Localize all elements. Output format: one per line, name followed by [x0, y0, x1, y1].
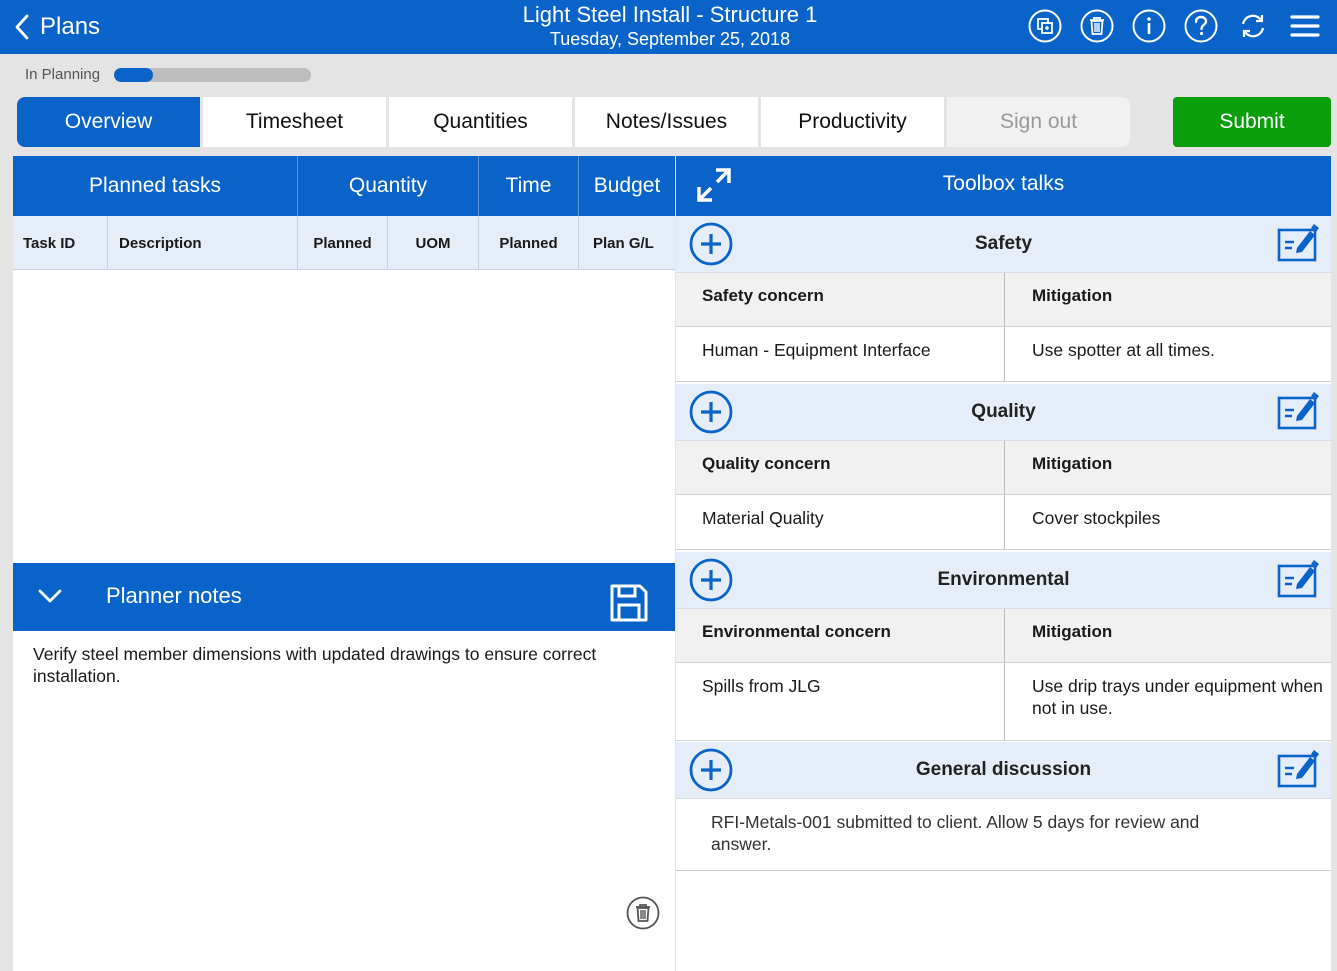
divider — [676, 870, 1331, 871]
delete-button[interactable] — [1079, 8, 1115, 44]
tab-overview[interactable]: Overview — [17, 97, 200, 147]
trash-icon — [1080, 9, 1114, 43]
tab-sign-out[interactable]: Sign out — [947, 97, 1130, 147]
refresh-icon — [1236, 9, 1270, 43]
safety-row[interactable] — [676, 327, 1331, 382]
status-progress-bar — [114, 68, 311, 82]
general-discussion-header — [676, 742, 1331, 799]
environmental-title: Environmental — [937, 569, 1070, 590]
quality-section-header — [676, 384, 1331, 441]
edit-general-discussion-button[interactable] — [1277, 749, 1319, 794]
safety-column-header — [676, 273, 1331, 327]
delete-notes-button[interactable] — [626, 896, 660, 935]
planned-tasks-column-header — [13, 216, 675, 270]
add-quality-button[interactable] — [689, 390, 733, 439]
environmental-section-header — [676, 552, 1331, 609]
tab-quantities[interactable]: Quantities — [389, 97, 572, 147]
environmental-concern: Spills from JLG — [702, 676, 821, 696]
status-progress-fill — [114, 68, 153, 82]
planned-tasks-panel — [13, 156, 675, 971]
safety-concern: Human - Equipment Interface — [702, 340, 931, 360]
tab-notes-issues[interactable]: Notes/Issues — [575, 97, 758, 147]
safety-section-header — [676, 216, 1331, 273]
edit-icon — [1277, 223, 1319, 263]
planner-notes-text[interactable]: Verify steel member dimensions with updated drawings to ensure correct installation. — [33, 644, 597, 686]
planner-notes-header — [13, 563, 675, 631]
tab-timesheet[interactable]: Timesheet — [203, 97, 386, 147]
edit-icon — [1277, 559, 1319, 599]
help-button[interactable] — [1183, 8, 1219, 44]
chevron-left-icon — [14, 13, 30, 41]
group-budget: Budget — [593, 174, 661, 197]
col-plan-gl[interactable]: Plan G/L — [593, 234, 654, 252]
group-quantity: Quantity — [298, 156, 479, 216]
quality-mitigation-header: Mitigation — [1004, 441, 1331, 494]
info-button[interactable] — [1131, 8, 1167, 44]
chevron-down-icon — [37, 583, 63, 609]
general-discussion-title: General discussion — [915, 759, 1092, 780]
planner-notes-title: Planner notes — [106, 583, 242, 608]
edit-safety-button[interactable] — [1277, 223, 1319, 268]
plan-status — [25, 66, 311, 83]
status-label: In Planning — [25, 66, 101, 83]
header-actions — [1027, 8, 1323, 44]
save-icon — [609, 583, 649, 623]
quality-concern: Material Quality — [702, 508, 824, 528]
quality-mitigation: Cover stockpiles — [1004, 495, 1331, 549]
add-environmental-button[interactable] — [689, 558, 733, 607]
save-notes-button[interactable] — [609, 583, 649, 628]
add-safety-button[interactable] — [689, 222, 733, 271]
submit-button[interactable]: Submit — [1173, 97, 1331, 147]
info-icon — [1132, 9, 1166, 43]
quality-column-header — [676, 441, 1331, 495]
group-time: Time — [479, 156, 579, 216]
help-icon — [1184, 9, 1218, 43]
toolbox-talks-title: Toolbox talks — [942, 172, 1065, 195]
col-planned-quantity[interactable]: Planned — [298, 216, 388, 270]
environmental-concern-header: Environmental concern — [702, 622, 891, 641]
page-title: Light Steel Install - Structure 1 — [522, 2, 818, 27]
col-task-id[interactable]: Task ID — [13, 216, 108, 270]
menu-button[interactable] — [1287, 8, 1323, 44]
environmental-column-header — [676, 609, 1331, 663]
environmental-row[interactable] — [676, 663, 1331, 741]
top-bar — [0, 0, 1337, 54]
refresh-button[interactable] — [1235, 8, 1271, 44]
safety-title: Safety — [974, 233, 1033, 254]
menu-icon — [1290, 13, 1320, 39]
quality-row[interactable] — [676, 495, 1331, 550]
add-general-discussion-button[interactable] — [689, 748, 733, 797]
plus-circle-icon — [689, 748, 733, 792]
general-discussion-text[interactable]: RFI-Metals-001 submitted to client. Allow 5 days for review and answer. — [711, 812, 1200, 854]
header-title-block — [420, 2, 920, 50]
environmental-mitigation: Use drip trays under equipment when not in use. — [1004, 663, 1331, 740]
trash-icon — [626, 896, 660, 930]
safety-concern-header: Safety concern — [702, 286, 824, 305]
group-planned-tasks: Planned tasks — [13, 156, 298, 216]
back-button[interactable] — [14, 9, 100, 45]
planned-tasks-group-header — [13, 156, 675, 216]
col-uom[interactable]: UOM — [388, 216, 479, 270]
tab-productivity[interactable]: Productivity — [761, 97, 944, 147]
quality-title: Quality — [971, 401, 1036, 422]
plus-circle-icon — [689, 222, 733, 266]
expand-panel-button[interactable] — [696, 166, 732, 209]
back-label: Plans — [40, 13, 101, 40]
copy-icon — [1028, 9, 1062, 43]
toolbox-talks-panel — [676, 156, 1331, 971]
expand-icon — [696, 166, 732, 204]
environmental-mitigation-header: Mitigation — [1004, 609, 1331, 662]
edit-quality-button[interactable] — [1277, 391, 1319, 436]
toolbox-talks-header — [676, 156, 1331, 216]
safety-mitigation: Use spotter at all times. — [1004, 327, 1331, 381]
col-planned-time[interactable]: Planned — [479, 216, 579, 270]
plus-circle-icon — [689, 390, 733, 434]
edit-icon — [1277, 749, 1319, 789]
collapse-notes-button[interactable] — [37, 583, 63, 614]
copy-button[interactable] — [1027, 8, 1063, 44]
tab-bar — [17, 97, 1130, 147]
page-date: Tuesday, September 25, 2018 — [549, 29, 791, 49]
edit-environmental-button[interactable] — [1277, 559, 1319, 604]
edit-icon — [1277, 391, 1319, 431]
quality-concern-header: Quality concern — [702, 454, 831, 473]
col-description[interactable]: Description — [108, 216, 298, 270]
plus-circle-icon — [689, 558, 733, 602]
safety-mitigation-header: Mitigation — [1004, 273, 1331, 326]
